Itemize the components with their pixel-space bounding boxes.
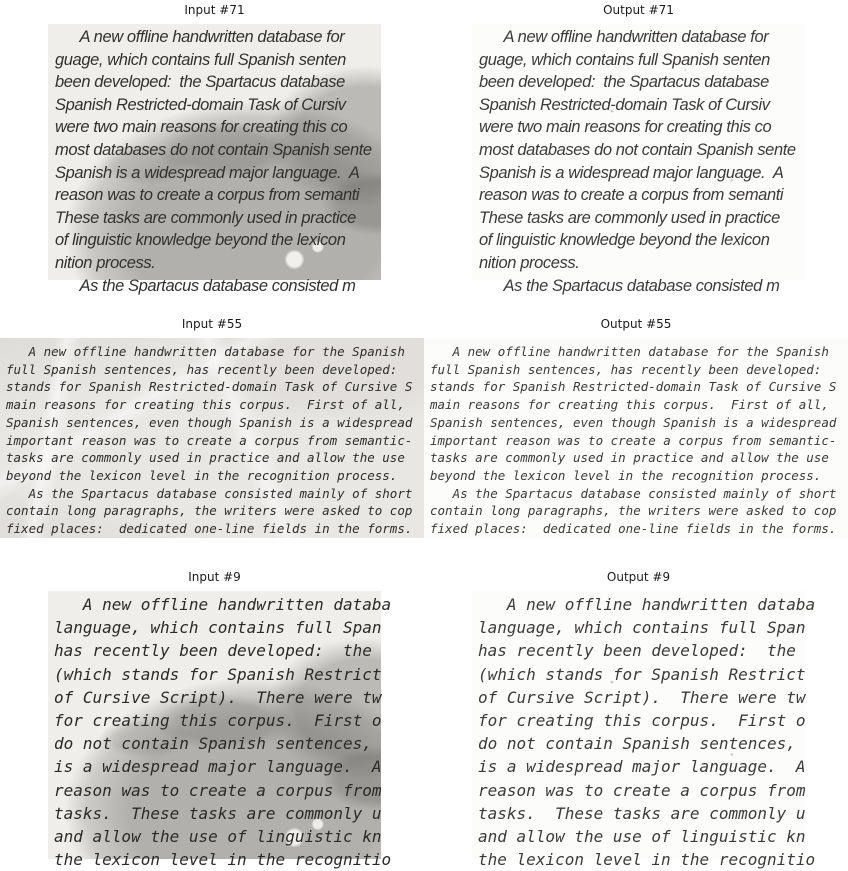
- text-line: A new offline handwritten databa: [54, 595, 392, 614]
- text-line: for creating this corpus. First o: [478, 711, 806, 731]
- text-line: Spanish sentences, even though Spanish is a widespread: [6, 414, 413, 430]
- text-line: were two main reasons for creating this co: [55, 118, 348, 137]
- text-line: fixed places: dedicated one-line fields in the forms.: [430, 521, 837, 537]
- output-55-text: [424, 338, 848, 538]
- text-line: were two main reasons for creating this co: [479, 118, 772, 137]
- text-line: of linguistic knowledge beyond the lexicon: [55, 231, 346, 250]
- text-line: Spanish Restricted-domain Task of Cursiv: [55, 95, 346, 114]
- text-line: reason was to create a corpus from semanti: [479, 186, 784, 205]
- figure-cell-output-9: [472, 570, 816, 870]
- figure-cell-output-71: [472, 3, 805, 295]
- figure-cell-input-55: [0, 317, 424, 538]
- text-line: has recently been developed: the: [54, 641, 372, 661]
- text-line: beyond the lexicon level in the recognition process.: [430, 467, 822, 483]
- text-line: guage, which contains full Spanish senten: [479, 50, 770, 69]
- text-line: These tasks are commonly used in practice: [479, 208, 780, 227]
- text-line: A new offline handwritten databa: [478, 595, 816, 614]
- text-line: language, which contains full Span: [54, 618, 382, 638]
- text-line: important reason was to create a corpus from semantic-: [6, 432, 413, 448]
- text-line: the lexicon level in the recognitio: [54, 850, 392, 870]
- text-line: nition process.: [55, 253, 156, 272]
- text-line: reason was to create a corpus from: [54, 780, 382, 800]
- text-line: has recently been developed: the: [478, 641, 796, 661]
- input-71-image: [48, 24, 381, 295]
- text-line: These tasks are commonly used in practice: [55, 208, 356, 227]
- text-line: main reasons for creating this corpus. First of all,: [430, 397, 829, 413]
- input-55-image: [0, 338, 424, 538]
- text-line: A new offline handwritten database for the Spanish: [6, 344, 405, 359]
- text-line: (which stands for Spanish Restrict: [54, 664, 382, 684]
- figure-cell-input-9: [48, 570, 392, 870]
- text-line: tasks. These tasks are commonly u: [54, 803, 382, 823]
- panel-title-output-71: Output #71: [603, 3, 674, 17]
- text-line: nition process.: [479, 253, 580, 272]
- text-line: contain long paragraphs, the writers were asked to cop: [430, 503, 837, 519]
- text-line: As the Spartacus database consisted mainly of short: [6, 485, 413, 501]
- input-9-text: [48, 591, 392, 870]
- figure-cell-input-71: [48, 3, 381, 295]
- text-line: (which stands for Spanish Restrict: [478, 664, 806, 684]
- text-line: most databases do not contain Spanish sente: [479, 140, 796, 159]
- input-71-text: [48, 24, 381, 295]
- text-line: As the Spartacus database consisted m: [55, 276, 356, 295]
- text-line: tasks are commonly used in practice and allow the use: [430, 450, 829, 466]
- text-line: is a widespread major language. A: [478, 757, 806, 777]
- output-9-image: [472, 591, 816, 870]
- panel-title-output-9: Output #9: [606, 570, 671, 584]
- text-line: guage, which contains full Spanish senten: [55, 50, 346, 69]
- text-line: language, which contains full Span: [478, 618, 806, 638]
- text-line: do not contain Spanish sentences,: [54, 734, 372, 754]
- text-line: beyond the lexicon level in the recognition process.: [6, 467, 398, 483]
- text-line: reason was to create a corpus from: [478, 780, 806, 800]
- text-line: of Cursive Script). There were tw: [478, 687, 806, 707]
- text-line: tasks. These tasks are commonly u: [478, 803, 806, 823]
- text-line: for creating this corpus. First o: [54, 711, 382, 731]
- text-line: important reason was to create a corpus from semantic-: [430, 432, 837, 448]
- text-line: of linguistic knowledge beyond the lexicon: [479, 231, 770, 250]
- text-line: contain long paragraphs, the writers were asked to cop: [6, 503, 413, 519]
- text-line: do not contain Spanish sentences,: [478, 734, 796, 754]
- text-line: Spanish Restricted-domain Task of Cursiv: [479, 95, 770, 114]
- text-line: the lexicon level in the recognitio: [478, 850, 816, 870]
- panel-title-input-71: Input #71: [184, 3, 245, 17]
- panel-title-input-55: Input #55: [181, 317, 243, 331]
- output-55-image: [424, 338, 848, 538]
- output-71-image: [472, 24, 805, 295]
- text-line: Spanish is a widespread major language. A: [55, 163, 360, 182]
- text-line: tasks are commonly used in practice and allow the use: [6, 450, 405, 466]
- text-line: and allow the use of linguistic kn: [54, 827, 382, 847]
- input-55-text: [0, 338, 424, 538]
- text-line: most databases do not contain Spanish sente: [55, 140, 372, 159]
- text-line: been developed: the Spartacus database: [479, 73, 769, 92]
- text-line: been developed: the Spartacus database: [55, 73, 345, 92]
- output-9-text: [472, 591, 816, 870]
- output-71-text: [472, 24, 805, 295]
- text-line: Spanish sentences, even though Spanish is a widespread: [430, 414, 837, 430]
- panel-title-input-9: Input #9: [188, 570, 241, 584]
- text-line: full Spanish sentences, has recently been developed:: [430, 361, 822, 377]
- text-line: stands for Spanish Restricted-domain Task of Cursive S: [430, 379, 837, 395]
- panel-title-output-55: Output #55: [600, 317, 672, 331]
- text-line: reason was to create a corpus from semanti: [55, 186, 360, 205]
- text-line: is a widespread major language. A: [54, 757, 382, 777]
- text-line: main reasons for creating this corpus. First of all,: [6, 397, 405, 413]
- text-line: As the Spartacus database consisted m: [479, 276, 780, 295]
- text-line: stands for Spanish Restricted-domain Task of Cursive S: [6, 379, 413, 395]
- text-line: full Spanish sentences, has recently been developed:: [6, 361, 398, 377]
- figure-cell-output-55: [424, 317, 848, 538]
- text-line: A new offline handwritten database for: [479, 28, 769, 46]
- text-line: fixed places: dedicated one-line fields in the forms.: [6, 521, 413, 537]
- text-line: Spanish is a widespread major language. A: [479, 163, 784, 182]
- text-line: A new offline handwritten database for: [55, 28, 345, 46]
- text-line: and allow the use of linguistic kn: [478, 827, 806, 847]
- text-line: A new offline handwritten database for the Spanish: [430, 344, 829, 359]
- text-line: As the Spartacus database consisted mainly of short: [430, 485, 837, 501]
- input-9-image: [48, 591, 392, 870]
- text-line: of Cursive Script). There were tw: [54, 687, 382, 707]
